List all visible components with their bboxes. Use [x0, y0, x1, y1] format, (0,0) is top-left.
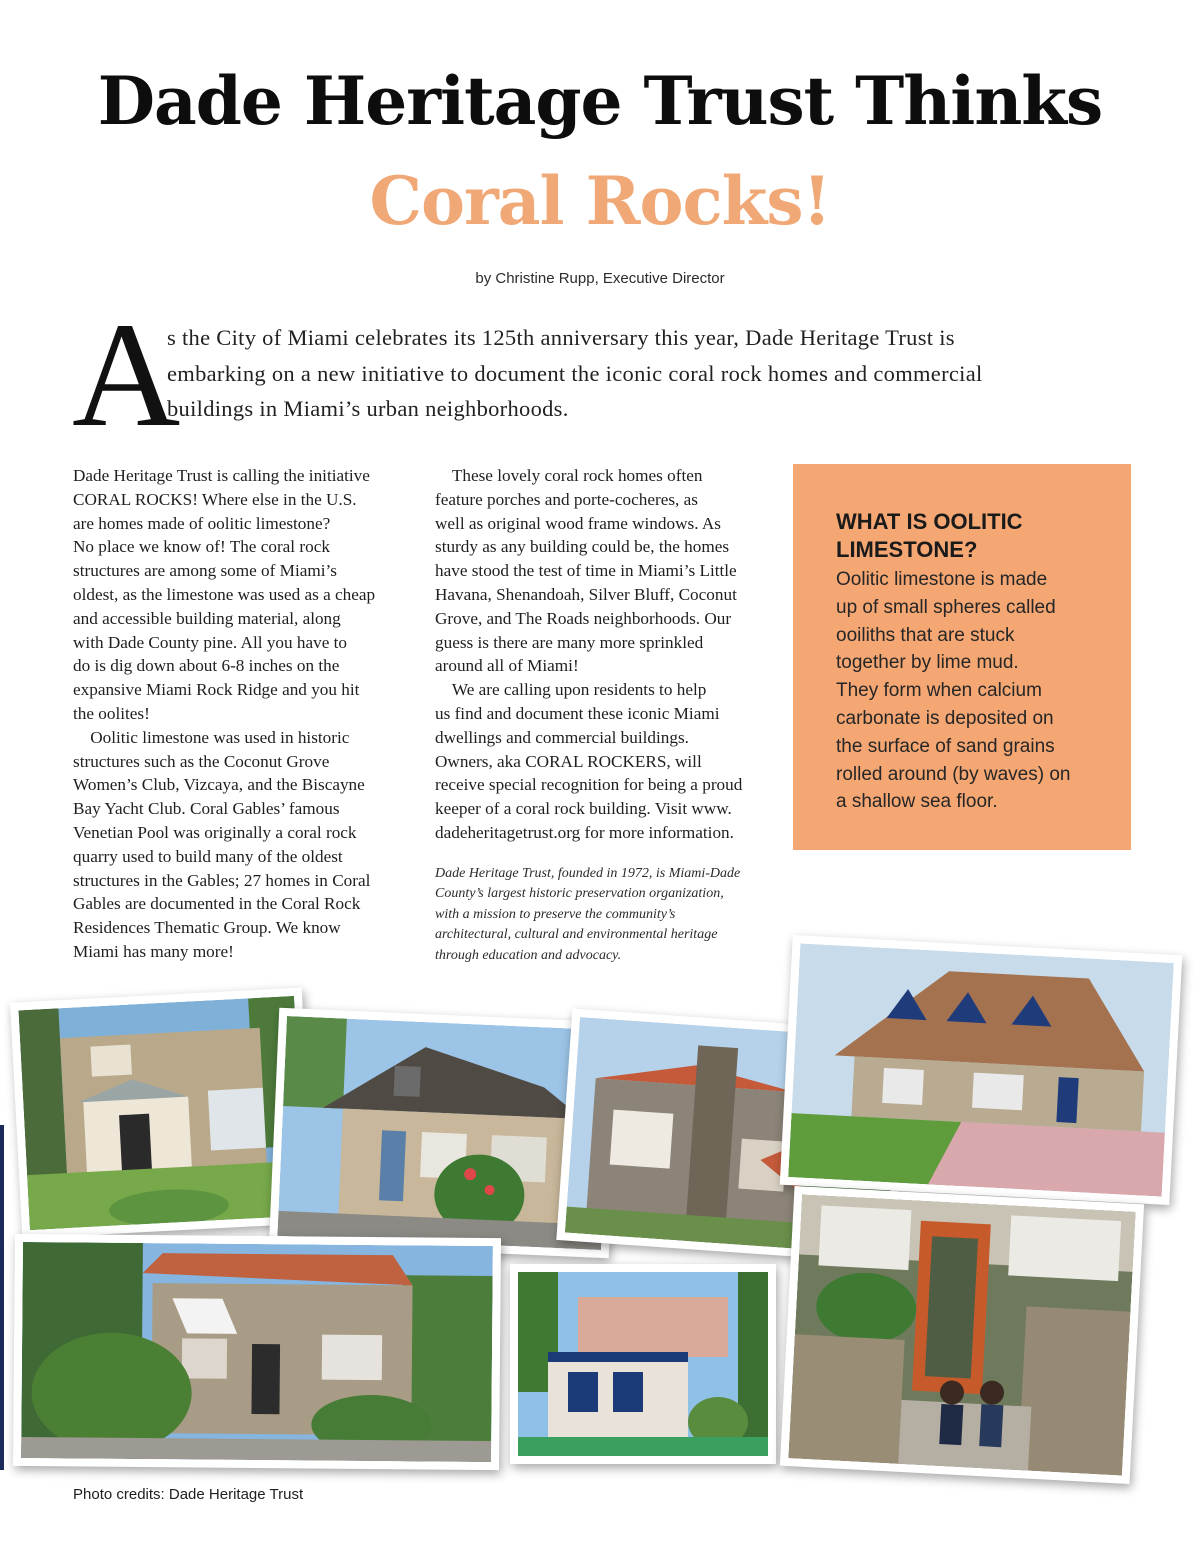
text-line: the oolites!: [73, 703, 150, 723]
text-line: rolled around (by waves) on: [836, 763, 1071, 785]
text-line: quarry used to build many of the oldest: [73, 846, 343, 866]
page-edge-bar: [0, 1125, 4, 1470]
lead-paragraph: [167, 320, 1127, 427]
text-line: guess is there are many more sprinkled: [435, 632, 704, 652]
text-line: Women’s Club, Vizcaya, and the Biscayne: [73, 775, 365, 795]
body-column-2: [435, 464, 780, 845]
heading-line: LIMESTONE?: [836, 537, 978, 562]
text-line: CORAL ROCKS! Where else in the U.S.: [73, 489, 357, 509]
text-line: Venetian Pool was originally a coral rock: [73, 822, 357, 842]
photo-credits: Photo credits: Dade Heritage Trust: [73, 1486, 304, 1503]
text-line: up of small spheres called: [836, 596, 1056, 618]
lead-line: s the City of Miami celebrates its 125th anniversary this year, Dade Heritage Trust is: [167, 325, 955, 350]
house-illustration: [18, 996, 305, 1230]
text-line: structures are among some of Miami’s: [73, 561, 337, 581]
house-illustration: [788, 943, 1174, 1196]
text-line: Oolitic limestone was used in historic: [73, 727, 350, 747]
text-line: Miami has many more!: [73, 941, 234, 961]
photo-coral-house-6: [510, 1264, 776, 1464]
text-line: Oolitic limestone is made: [836, 569, 1048, 590]
text-line: receive special recognition for being a proud: [435, 775, 743, 795]
text-line: architectural, cultural and environmental heritage: [435, 927, 718, 943]
text-line: structures such as the Coconut Grove: [73, 751, 330, 771]
lead-line: embarking on a new initiative to document the iconic coral rock homes and commercial: [167, 360, 983, 386]
text-line: These lovely coral rock homes often: [435, 466, 703, 485]
lead-line: buildings in Miami’s urban neighborhoods.: [167, 396, 569, 421]
text-line: No place we know of! The coral rock: [73, 537, 330, 557]
text-line: Grove, and The Roads neighborhoods. Our: [435, 608, 732, 628]
text-line: together by lime mud.: [836, 652, 1019, 674]
photo-coral-house-5: [13, 1234, 501, 1470]
text-line: Bay Yacht Club. Coral Gables’ famous: [73, 799, 340, 819]
drop-cap: A: [72, 292, 181, 458]
text-line: Residences Thematic Group. We know: [73, 918, 341, 938]
body-column-1: [73, 464, 418, 964]
text-line: structures in the Gables; 27 homes in Coral: [73, 870, 371, 890]
text-line: through education and advocacy.: [435, 947, 622, 963]
text-line: do is dig down about 6-8 inches on the: [73, 656, 340, 676]
sidebar-heading: [836, 508, 1023, 564]
text-line: a shallow sea floor.: [836, 791, 998, 813]
house-illustration: [21, 1242, 493, 1462]
text-line: with Dade County pine. All you have to: [73, 632, 348, 652]
text-line: sturdy as any building could be, the homes: [435, 537, 730, 557]
text-line: are homes made of oolitic limestone?: [73, 513, 331, 533]
text-line: oldest, as the limestone was used as a cheap: [73, 584, 376, 604]
text-line: Gables are documented in the Coral Rock: [73, 894, 361, 914]
text-line: County’s largest historic preservation organization,: [435, 886, 724, 902]
text-line: well as original wood frame windows. As: [435, 513, 721, 533]
organization-blurb: [435, 864, 780, 966]
photo-coral-house-4: [780, 935, 1183, 1205]
text-line: carbonate is deposited on: [836, 707, 1054, 729]
text-line: They form when calcium: [836, 680, 1042, 702]
headline-line-1: Dade Heritage Trust Thinks: [97, 62, 1103, 140]
text-line: Dade Heritage Trust is calling the initiative: [73, 466, 370, 485]
sidebar-body: [836, 566, 1070, 816]
headline-line-2: Coral Rocks!: [369, 162, 831, 240]
text-line: around all of Miami!: [435, 656, 579, 676]
text-line: We are calling upon residents to help: [435, 680, 707, 700]
house-illustration: [518, 1272, 768, 1456]
heading-line: WHAT IS OOLITIC: [836, 509, 1023, 534]
text-line: feature porches and porte-cocheres, as: [435, 489, 698, 509]
limestone-sidebar: [793, 464, 1131, 850]
text-line: keeper of a coral rock building. Visit www.: [435, 799, 732, 819]
text-line: have stood the test of time in Miami’s Little: [435, 561, 737, 581]
byline: by Christine Rupp, Executive Director: [475, 270, 725, 287]
text-line: us find and document these iconic Miami: [435, 703, 720, 723]
text-line: Havana, Shenandoah, Silver Bluff, Coconut: [435, 584, 737, 604]
text-line: dwellings and commercial buildings.: [435, 727, 689, 747]
text-line: dadeheritagetrust.org for more information.: [435, 822, 734, 842]
photo-coral-house-1: [10, 988, 314, 1239]
text-line: Owners, aka CORAL ROCKERS, will: [435, 751, 702, 771]
text-line: expansive Miami Rock Ridge and you hit: [73, 680, 360, 700]
text-line: the surface of sand grains: [836, 735, 1055, 757]
photo-coral-rockers-owners: [780, 1186, 1144, 1484]
text-line: Dade Heritage Trust, founded in 1972, is Miami-Dade: [435, 866, 741, 881]
house-illustration: [788, 1194, 1135, 1475]
text-line: ooiliths that are stuck: [836, 624, 1015, 646]
text-line: and accessible building material, along: [73, 608, 341, 628]
text-line: with a mission to preserve the community’s: [435, 906, 676, 922]
